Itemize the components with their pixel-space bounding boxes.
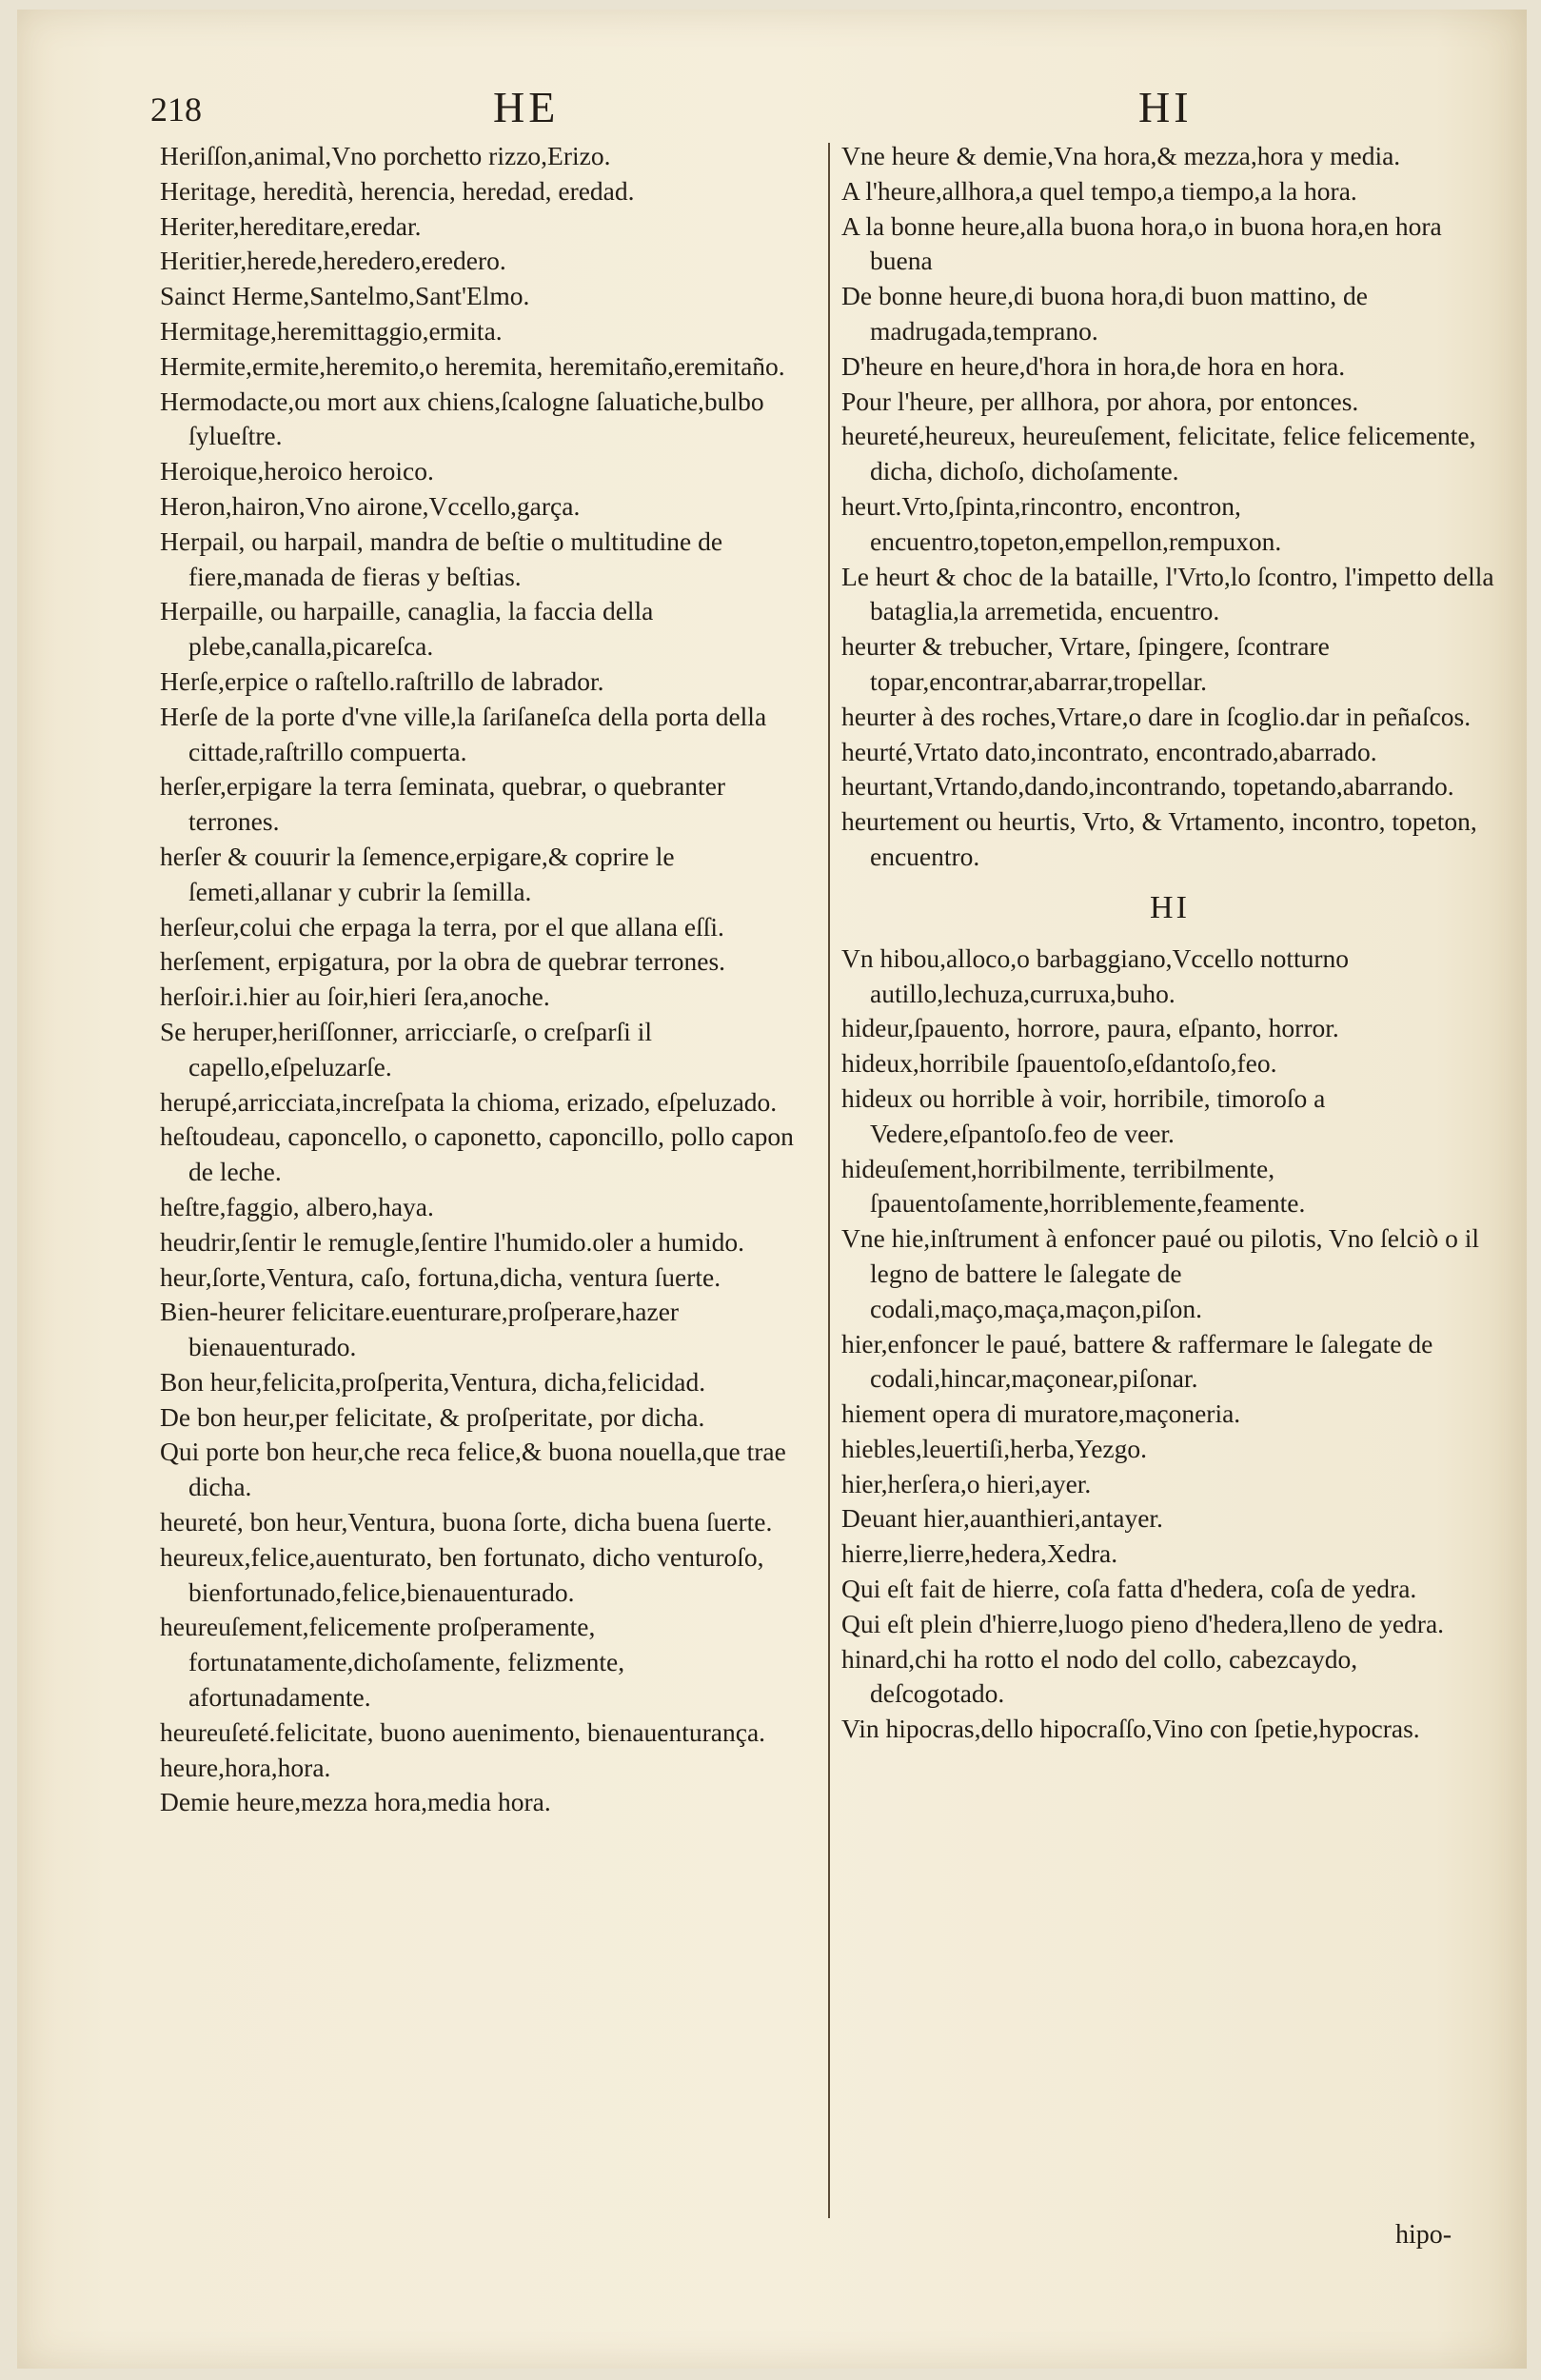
entry: heure,hora,hora. (160, 1752, 331, 1782)
entry: heſtre,faggio, albero,haya. (160, 1191, 434, 1221)
catchword: hipo- (1395, 2220, 1452, 2250)
entry: heudrir,ſentir le remugle,ſentire l'humido.oler a humido. (160, 1226, 745, 1257)
entry: heureuſement,felicemente proſperamente, fortunatamente,dichoſamente, felizmente, afortunadamente. (160, 1612, 625, 1713)
entry: herſer,erpigare la terra ſeminata, quebrar, o quebranter terrones. (160, 771, 726, 837)
entry: Herpaille, ou harpaille, canaglia, la faccia della plebe,canalla,picareſca. (160, 596, 654, 662)
entry: herſeur,colui che erpaga la terra, por el que allana eſſi. (160, 911, 724, 942)
entry: A la bonne heure,alla buona hora,o in buona hora,en hora buena (841, 210, 1442, 276)
entry: hiebles,leuertiſi,herba,Yezgo. (841, 1433, 1148, 1463)
entry: Hermitage,heremittaggio,ermita. (160, 315, 503, 346)
left-column (160, 139, 807, 1820)
entry: Herſe,erpice o raſtello.raſtrillo de labrador. (160, 665, 604, 696)
entry: Vne heure & demie,Vna hora,& mezza,hora y media. (841, 141, 1401, 170)
entry: heureuſeté.felicitate, buono auenimento, bienauenturança. (160, 1716, 766, 1747)
entry: De bon heur,per felicitate, & proſperitate, por dicha. (160, 1401, 705, 1432)
entry: hideux,horribile ſpauentoſo,eſdantoſo,feo. (841, 1048, 1277, 1079)
entry: Bien-heurer felicitare.euenturare,proſperare,hazer bienauenturado. (160, 1297, 680, 1362)
entry: hiement opera di muratore,maçoneria. (841, 1398, 1241, 1429)
entry: De bonne heure,di buona hora,di buon mattino, de madrugada,temprano. (841, 281, 1368, 346)
dictionary-page (17, 10, 1527, 2369)
entry: Heritier,herede,heredero,eredero. (160, 246, 506, 276)
column-divider (828, 143, 830, 2218)
entry: Herpail, ou harpail, mandra de beſtie o multitudine de fiere,manada de fieras y beſtias. (160, 526, 723, 591)
entry: herſer & couurir la ſemence,erpigare,& coprire le ſemeti,allanar y cubrir la ſemilla. (160, 841, 675, 906)
entry: Vin hipocras,dello hipocraſſo,Vino con ſpetie,hypocras. (841, 1714, 1420, 1744)
entry: hier,herſera,o hieri,ayer. (841, 1468, 1092, 1498)
entry: Heriſſon,animal,Vno porchetto rizzo,Erizo. (160, 141, 611, 170)
entry: heurt.Vrto,ſpinta,rincontro, encontron, encuentro,topeton,empellon,rempuxon. (841, 490, 1282, 556)
entry: hideux ou horrible à voir, horribile, timoroſo a Vedere,eſpantoſo.feo de veer. (841, 1082, 1326, 1148)
entry: hinard,chi ha rotto el nodo del collo, cabezcaydo, deſcogotado. (841, 1643, 1358, 1709)
entry: heurter & trebucher, Vrtare, ſpingere, ſcontrare topar,encontrar,abarrar,tropellar. (841, 631, 1330, 696)
entry: A l'heure,allhora,a quel tempo,a tiempo,a la hora. (841, 175, 1357, 206)
entry: hideuſement,horribilmente, terribilmente, ſpauentoſamente,horriblemente,feamente. (841, 1153, 1306, 1219)
entry: Le heurt & choc de la bataille, l'Vrto,lo ſcontro, l'impetto della bataglia,la arremetida, encuentro. (841, 561, 1494, 626)
entry: Qui eſt plein d'hierre,luogo pieno d'hedera,lleno de yedra. (841, 1608, 1445, 1638)
entry: heurtement ou heurtis, Vrto, & Vrtamento, incontro, topeton, encuentro. (841, 806, 1477, 871)
entry: Heron,hairon,Vno airone,Vccello,garça. (160, 490, 581, 521)
entry: heurter à des roches,Vrtare,o dare in ſcoglio.dar in peñaſcos. (841, 701, 1472, 731)
entry: heurtant,Vrtando,dando,incontrando, topetando,abarrando. (841, 771, 1454, 802)
entry: Qui eſt fait de hierre, coſa fatta d'hedera, coſa de yedra. (841, 1574, 1417, 1604)
entry: Hermodacte,ou mort aux chiens,ſcalogne ſaluatiche,bulbo ſylueſtre. (160, 386, 764, 451)
entry: Demie heure,mezza hora,media hora. (160, 1787, 551, 1817)
entry: herſoir.i.hier au ſoir,hieri ſera,anoche. (160, 982, 550, 1012)
entry: Hermite,ermite,heremito,o heremita, heremitaño,eremitaño. (160, 350, 785, 381)
entry: heureté,heureux, heureuſement, felicitate, felice felicemente, dicha, dichoſo, dichoſamente. (841, 421, 1476, 486)
entry: Heritage, heredità, herencia, heredad, eredad. (160, 175, 635, 206)
entry: heſtoudeau, caponcello, o caponetto, caponcillo, pollo capon de leche. (160, 1121, 794, 1187)
entry: heurté,Vrtato dato,incontrato, encontrado,abarrado. (841, 736, 1377, 766)
entry: heur,ſorte,Ventura, caſo, fortuna,dicha, ventura ſuerte. (160, 1261, 721, 1292)
entry: hideur,ſpauento, horrore, paura, eſpanto, horror. (841, 1013, 1339, 1043)
right-column (841, 139, 1498, 1747)
entry: herſement, erpigatura, por la obra de quebrar terrones. (160, 946, 726, 977)
entry: heureux,felice,auenturato, ben fortunato, dicho venturoſo, bienfortunado,felice,bienauenturado. (160, 1541, 764, 1607)
entry: D'heure en heure,d'hora in hora,de hora en hora. (841, 350, 1346, 381)
entry: Pour l'heure, per allhora, por ahora, por entonces. (841, 386, 1359, 416)
entry: Deuant hier,auanthieri,antayer. (841, 1503, 1163, 1534)
entry: hierre,lierre,hedera,Xedra. (841, 1538, 1118, 1569)
entry: Bon heur,felicita,proſperita,Ventura, dicha,felicidad. (160, 1366, 706, 1397)
entry: Se heruper,heriſſonner, arricciarſe, o creſparſi il capello,eſpeluzarſe. (160, 1016, 652, 1081)
entry: herupé,arricciata,increſpata la chioma, erizado, eſpeluzado. (160, 1086, 778, 1117)
entry: Vne hie,inſtrument à enfoncer paué ou pilotis, Vno ſelciò o il legno de battere le ſalegate de codali,maço,maça,maçon,piſon. (841, 1223, 1480, 1323)
page-number: 218 (150, 90, 202, 129)
section-title: HI (1150, 889, 1190, 925)
entry: Sainct Herme,Santelmo,Sant'Elmo. (160, 281, 530, 311)
right-heading: HI (1138, 83, 1193, 131)
entry: Qui porte bon heur,che reca felice,& buona nouella,que trae dicha. (160, 1437, 786, 1502)
entry: heureté, bon heur,Ventura, buona ſorte, dicha buena ſuerte. (160, 1507, 773, 1537)
entry: hier,enfoncer le paué, battere & raffermare le ſalegate de codali,hincar,maçonear,piſonar. (841, 1328, 1433, 1394)
left-heading: HE (493, 83, 560, 131)
entry: Vn hibou,alloco,o barbaggiano,Vccello notturno autillo,lechuza,curruxa,buho. (841, 942, 1350, 1008)
entry: Herſe de la porte d'vne ville,la ſariſaneſca della porta della cittade,raſtrillo compuerta. (160, 701, 767, 766)
entry: Heroique,heroico heroico. (160, 456, 434, 486)
running-head (17, 76, 1527, 143)
entry: Heriter,hereditare,eredar. (160, 210, 422, 241)
